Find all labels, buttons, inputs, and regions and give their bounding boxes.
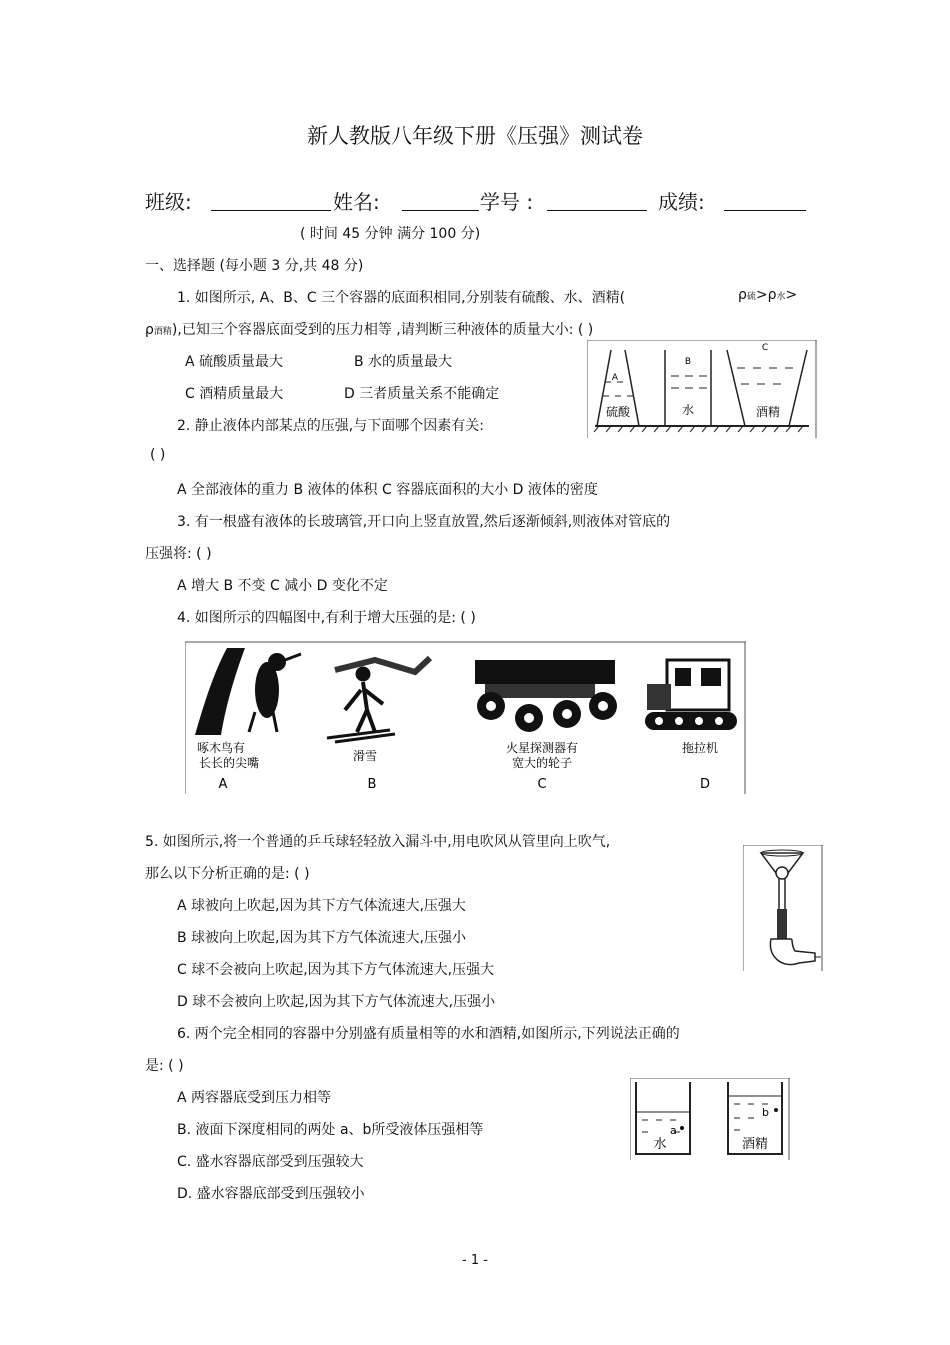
score-blank	[724, 210, 806, 211]
caption-a-line2: 长长的尖嘴	[198, 756, 260, 770]
q6-stem-line1: 6. 两个完全相同的容器中分别盛有质量相等的水和酒精,如图所示,下列说法正确的	[177, 1026, 680, 1042]
q1-stem-line1	[177, 287, 625, 307]
letter-b: B	[367, 777, 377, 792]
liquid-a-label: 硫酸	[605, 405, 631, 419]
q5-option-a: A 球被向上吹起,因为其下方气体流速大,压强大	[177, 898, 466, 914]
liquid-c-label: 酒精	[755, 405, 781, 419]
q2-options: A 全部液体的重力 B 液体的体积 C 容器底面积的大小 D 液体的密度	[177, 482, 598, 498]
mars-rover-picture	[475, 660, 617, 732]
student-id-blank	[547, 210, 647, 211]
q6-option-c: C. 盛水容器底部受到压强较大	[177, 1154, 364, 1170]
q6-two-containers-figure	[630, 1078, 790, 1160]
q1-option-d: D 三者质量关系不能确定	[344, 386, 500, 402]
rho-symbol: ρ	[738, 287, 747, 303]
caption-d: 拖拉机	[681, 741, 719, 755]
q2-stem-line2: ( )	[150, 447, 166, 463]
class-label: 班级:	[145, 190, 192, 214]
point-b-label: b	[762, 1106, 769, 1119]
point-a-label: a	[670, 1124, 677, 1137]
q6-option-d: D. 盛水容器底部受到压强较小	[177, 1186, 365, 1202]
subscript-alcohol: 酒精	[153, 327, 172, 337]
q1-stem-a: 1. 如图所示, A、B、C 三个容器的底面积相同,分别装有硫酸、水、酒精(	[177, 290, 626, 306]
q5-funnel-hairdryer-figure	[743, 845, 823, 971]
caption-a-line1: 啄木鸟有	[196, 741, 246, 755]
q6-option-a: A 两容器底受到压力相等	[177, 1090, 332, 1106]
woodpecker-picture	[195, 648, 301, 735]
q3-options: A 增大 B 不变 C 减小 D 变化不定	[177, 578, 388, 594]
container-a-label: A	[611, 373, 619, 383]
letter-d: D	[699, 777, 711, 792]
page-title: 新人教版八年级下册《压强》测试卷	[307, 124, 643, 148]
letter-c: C	[537, 777, 547, 792]
gt-rho: >ρ	[755, 287, 777, 303]
section-title: 一、选择题 (每小题 3 分,共 48 分)	[145, 258, 364, 274]
tractor-picture	[645, 660, 737, 730]
q1-option-c: C 酒精质量最大	[185, 386, 284, 402]
alcohol-label: 酒精	[741, 1137, 769, 1152]
liquid-b-label: 水	[681, 403, 695, 417]
q1-containers-figure	[587, 340, 817, 438]
q5-option-b: B 球被向上吹起,因为其下方气体流速大,压强小	[177, 930, 466, 946]
q6-stem-line2: 是: ( )	[145, 1058, 184, 1074]
q1-option-a: A 硫酸质量最大	[185, 354, 284, 370]
q1-stem-line2	[145, 319, 593, 339]
time-note: ( 时间 45 分钟 满分 100 分)	[300, 226, 481, 242]
caption-c-line1: 火星探测器有	[505, 741, 579, 755]
score-label: 成绩:	[658, 190, 705, 214]
student-id-label: 学号 :	[480, 190, 534, 214]
q5-stem-line1: 5. 如图所示,将一个普通的乒乓球轻轻放入漏斗中,用电吹风从管里向上吹气,	[145, 834, 611, 850]
q1-stem-b: ),已知三个容器底面受到的压力相等 ,请判断三种液体的质量大小: ( )	[171, 322, 594, 338]
gt-symbol: >	[785, 287, 798, 303]
subscript-water: 水	[776, 292, 786, 302]
class-blank	[211, 210, 331, 211]
caption-b: 滑雪	[352, 749, 378, 763]
subscript-sulfuric: 硫	[746, 292, 756, 302]
q2-stem-line1: 2. 静止液体内部某点的压强,与下面哪个因素有关:	[177, 418, 484, 434]
water-label: 水	[653, 1137, 667, 1152]
q4-four-pictures	[185, 640, 746, 794]
q3-stem-line2: 压强将: ( )	[145, 546, 212, 562]
letter-a: A	[218, 777, 228, 792]
name-blank	[402, 210, 479, 211]
container-c-label: C	[761, 343, 769, 353]
skier-picture	[327, 658, 430, 742]
ping-pong-ball	[776, 867, 788, 879]
name-label: 姓名:	[333, 190, 380, 214]
q6-option-b: B. 液面下深度相同的两处 a、b所受液体压强相等	[177, 1122, 484, 1138]
q4-stem: 4. 如图所示的四幅图中,有利于增大压强的是: ( )	[177, 610, 476, 626]
q3-stem-line1: 3. 有一根盛有液体的长玻璃管,开口向上竖直放置,然后逐渐倾斜,则液体对管底的	[177, 514, 671, 530]
q5-option-c: C 球不会被向上吹起,因为其下方气体流速大,压强大	[177, 962, 495, 978]
rho-symbol: ρ	[145, 322, 154, 338]
q5-option-d: D 球不会被向上吹起,因为其下方气体流速大,压强小	[177, 994, 496, 1010]
q1-option-b: B 水的质量最大	[354, 354, 453, 370]
q5-stem-line2: 那么以下分析正确的是: ( )	[145, 866, 310, 882]
q1-density-relation	[738, 287, 797, 303]
page-number: - 1 -	[462, 1253, 488, 1268]
caption-c-line2: 宽大的轮子	[511, 756, 573, 770]
container-b-label: B	[684, 357, 692, 367]
